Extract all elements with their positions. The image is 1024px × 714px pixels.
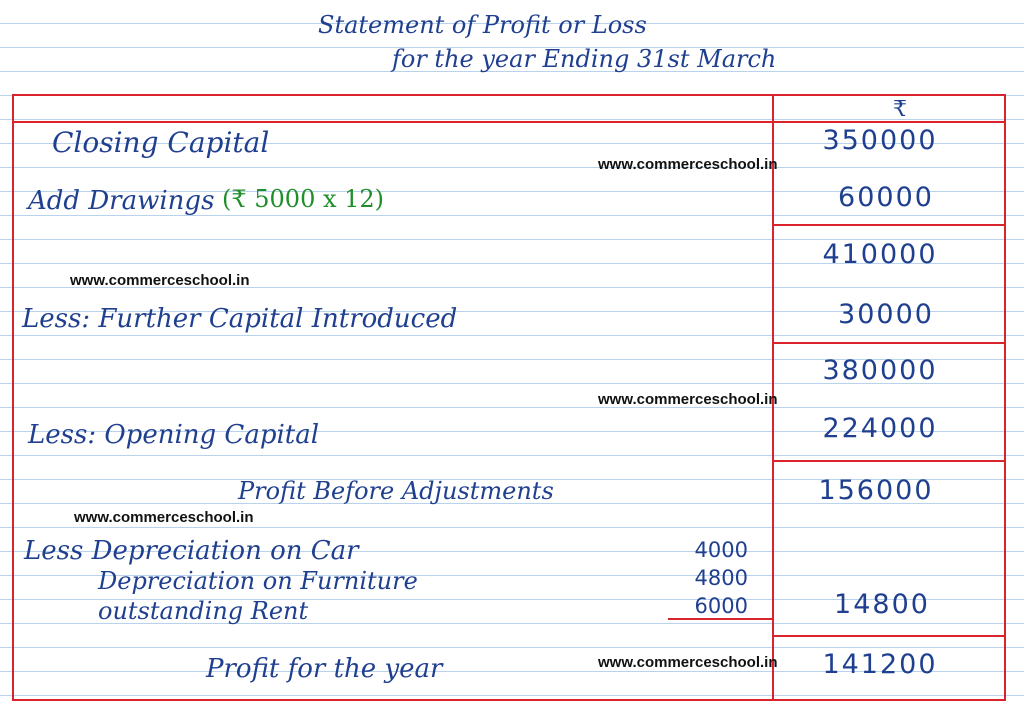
- subitems-underline: [668, 618, 774, 620]
- depreciation-car-amount: 4000: [694, 538, 748, 562]
- opening-capital-amount: 224000: [822, 413, 938, 444]
- watermark-3: www.commerceschool.in: [598, 391, 778, 408]
- add-drawings-detail: (₹ 5000 x 12): [222, 185, 385, 213]
- header-divider: [12, 121, 1006, 123]
- profit-before-adj-amount: 156000: [818, 475, 934, 506]
- add-drawings-amount: 60000: [838, 182, 934, 213]
- watermark-1: www.commerceschool.in: [598, 156, 778, 173]
- subtotal-1-amount: 410000: [822, 239, 938, 270]
- depreciation-furniture-label: Depreciation on Furniture: [98, 567, 418, 595]
- further-capital-amount: 30000: [838, 299, 934, 330]
- profit-for-year-label: Profit for the year: [206, 654, 443, 684]
- closing-capital-amount: 350000: [822, 125, 938, 156]
- profit-for-year-amount: 141200: [822, 649, 938, 680]
- closing-capital-label: Closing Capital: [52, 126, 270, 159]
- depreciation-furniture-amount: 4800: [694, 566, 748, 590]
- add-drawings-label: Add Drawings: [28, 186, 215, 216]
- depreciation-car-label: Less Depreciation on Car: [24, 536, 359, 566]
- currency-header: ₹: [893, 97, 907, 122]
- statement-title: Statement of Profit or Loss: [318, 11, 647, 39]
- further-capital-label: Less: Further Capital Introduced: [22, 304, 458, 334]
- watermark-4: www.commerceschool.in: [74, 509, 254, 526]
- statement-subtitle: for the year Ending 31st March: [392, 45, 777, 73]
- subtotal-2-line: [772, 342, 1006, 344]
- outstanding-rent-amount: 6000: [694, 594, 748, 618]
- watermark-5: www.commerceschool.in: [598, 654, 778, 671]
- subtotal-1-line: [772, 224, 1006, 226]
- adjustments-total-amount: 14800: [834, 589, 930, 620]
- final-total-line: [772, 635, 1006, 637]
- profit-before-adj-label: Profit Before Adjustments: [238, 477, 554, 505]
- profit-before-adj-line: [772, 460, 1006, 462]
- subtotal-2-amount: 380000: [822, 355, 938, 386]
- opening-capital-label: Less: Opening Capital: [28, 420, 320, 450]
- watermark-2: www.commerceschool.in: [70, 272, 250, 289]
- outstanding-rent-label: outstanding Rent: [98, 597, 309, 625]
